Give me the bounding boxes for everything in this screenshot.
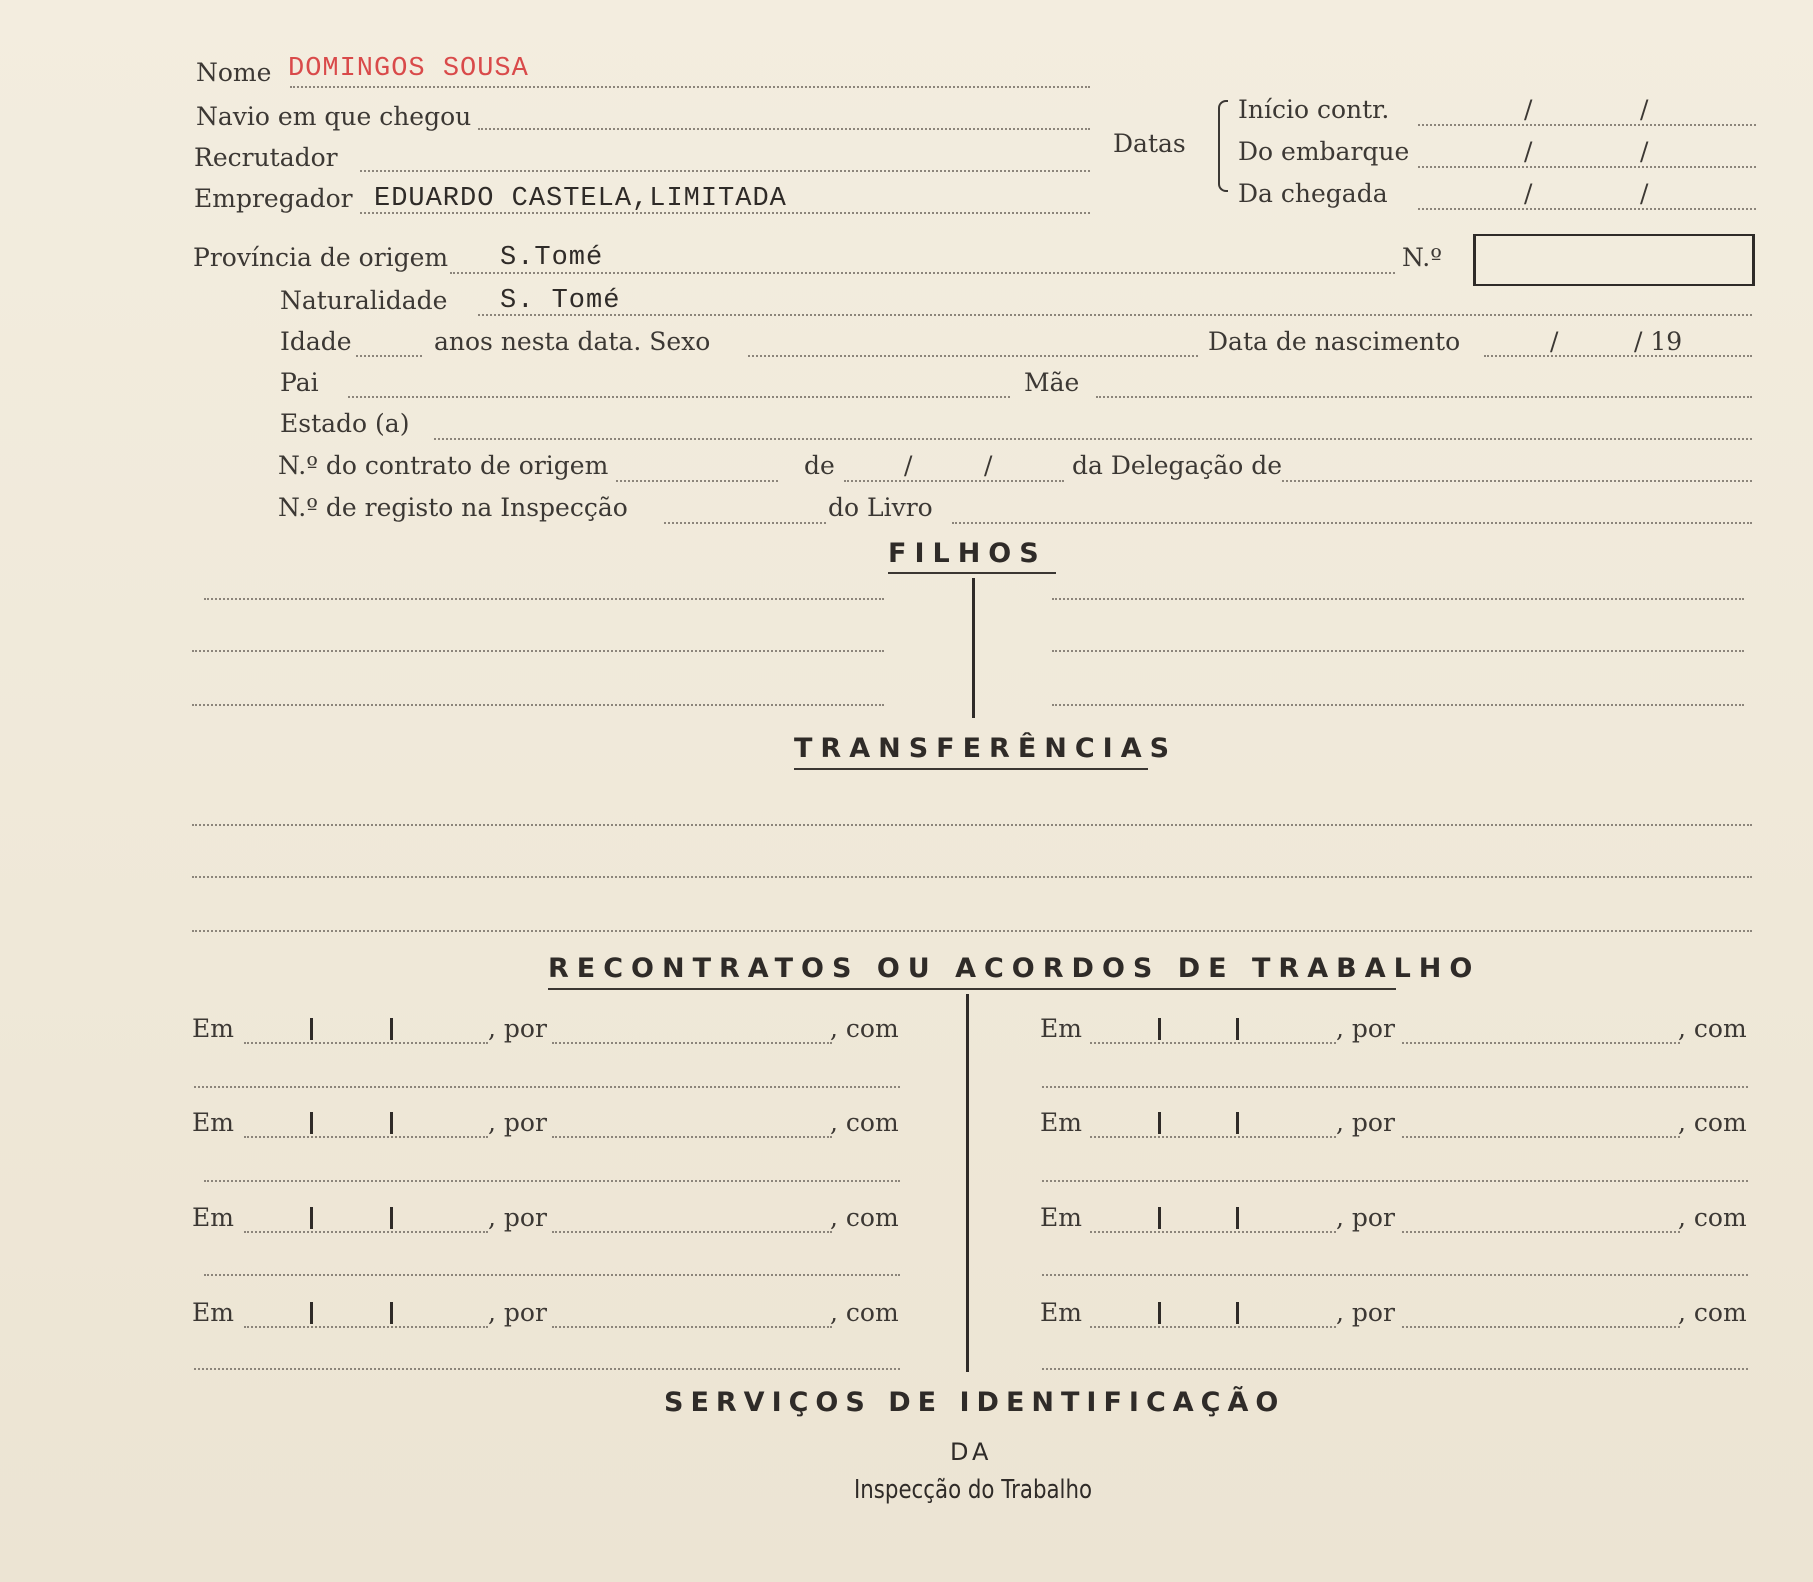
- por-line: [552, 1231, 832, 1233]
- em-label: Em: [192, 1298, 234, 1327]
- em-label: Em: [192, 1014, 234, 1043]
- transferencias-line-1: [192, 824, 1752, 826]
- footer-inspeccao: Inspecção do Trabalho: [854, 1475, 1093, 1505]
- numero-box: [1473, 234, 1755, 286]
- livro-label: do Livro: [828, 493, 933, 522]
- idade-line: [356, 355, 422, 357]
- por-label: , por: [1336, 1298, 1395, 1327]
- em-date-line: [244, 1136, 488, 1138]
- com-label: , com: [830, 1298, 899, 1327]
- sexo-line: [748, 355, 1198, 357]
- date-tick: [310, 1302, 313, 1324]
- com-label: , com: [1678, 1203, 1747, 1232]
- em-date-line: [1090, 1231, 1336, 1233]
- livro-line: [952, 522, 1752, 524]
- navio-label: Navio em que chegou: [196, 102, 472, 131]
- date-tick: [390, 1302, 393, 1324]
- em-date-line: [1090, 1326, 1336, 1328]
- naturalidade-label: Naturalidade: [280, 286, 448, 315]
- contrato-slash-1: /: [904, 451, 913, 480]
- com-line: [204, 1180, 900, 1182]
- contrato-date-line: [844, 480, 1064, 482]
- por-label: , por: [488, 1108, 547, 1137]
- nome-label: Nome: [196, 58, 272, 87]
- em-date-line: [1090, 1042, 1336, 1044]
- date-tick: [1158, 1112, 1161, 1134]
- por-line: [552, 1326, 832, 1328]
- date-tick: [1158, 1302, 1161, 1324]
- anos-label: anos nesta data. Sexo: [434, 327, 711, 356]
- inicio-slash-1: /: [1524, 95, 1533, 124]
- datas-label: Datas: [1113, 129, 1186, 158]
- em-date-line: [244, 1326, 488, 1328]
- date-tick: [390, 1207, 393, 1229]
- por-label: , por: [488, 1298, 547, 1327]
- recontratos-heading: RECONTRATOS OU ACORDOS DE TRABALHO: [548, 953, 1481, 984]
- por-line: [552, 1136, 832, 1138]
- recrutador-line: [360, 170, 1090, 172]
- filhos-line-l1: [204, 598, 884, 600]
- embarque-slash-1: /: [1524, 137, 1533, 166]
- com-line: [1042, 1180, 1748, 1182]
- em-date-line: [1090, 1136, 1336, 1138]
- com-label: , com: [830, 1108, 899, 1137]
- filhos-line-r1: [1052, 598, 1744, 600]
- estado-label: Estado (a): [280, 409, 410, 438]
- em-label: Em: [1040, 1108, 1082, 1137]
- com-line: [1042, 1274, 1748, 1276]
- contrato-label: N.º do contrato de origem: [278, 451, 609, 480]
- registo-line: [664, 522, 826, 524]
- com-line: [194, 1086, 900, 1088]
- com-label: , com: [830, 1203, 899, 1232]
- chegada-slash-1: /: [1524, 179, 1533, 208]
- contrato-line: [616, 480, 778, 482]
- date-tick: [1236, 1112, 1239, 1134]
- date-tick: [1236, 1302, 1239, 1324]
- por-label: , por: [488, 1203, 547, 1232]
- por-label: , por: [1336, 1203, 1395, 1232]
- provincia-line: [450, 272, 1395, 274]
- pai-label: Pai: [280, 368, 319, 397]
- servicos-heading: SERVIÇOS DE IDENTIFICAÇÃO: [664, 1387, 1286, 1418]
- empregador-value: EDUARDO CASTELA,LIMITADA: [374, 184, 787, 214]
- transferencias-line-2: [192, 876, 1752, 878]
- chegada-line: [1418, 208, 1756, 210]
- recontratos-divider: [966, 994, 969, 1372]
- inicio-line: [1418, 124, 1756, 126]
- mae-line: [1096, 396, 1752, 398]
- filhos-line-r3: [1052, 704, 1744, 706]
- nascimento-slash: /: [1550, 327, 1559, 356]
- footer-da: DA: [950, 1438, 993, 1466]
- empregador-line: [360, 212, 1090, 214]
- com-line: [1042, 1086, 1748, 1088]
- idade-label: Idade: [280, 327, 352, 356]
- filhos-underline: [888, 572, 1056, 574]
- com-label: , com: [1678, 1298, 1747, 1327]
- date-tick: [1236, 1207, 1239, 1229]
- nascimento-year-prefix: / 19: [1634, 327, 1683, 356]
- chegada-slash-2: /: [1640, 179, 1649, 208]
- provincia-value: S.Tomé: [500, 243, 604, 273]
- naturalidade-line: [478, 314, 1752, 316]
- naturalidade-value: S. Tomé: [500, 286, 621, 316]
- em-label: Em: [192, 1203, 234, 1232]
- com-label: , com: [830, 1014, 899, 1043]
- com-label: , com: [1678, 1014, 1747, 1043]
- em-label: Em: [1040, 1203, 1082, 1232]
- nascimento-label: Data de nascimento: [1208, 327, 1461, 356]
- em-date-line: [244, 1231, 488, 1233]
- recontratos-underline: [548, 988, 1396, 990]
- date-tick: [1158, 1207, 1161, 1229]
- filhos-line-l2: [192, 650, 884, 652]
- provincia-label: Província de origem: [193, 243, 449, 272]
- por-line: [552, 1042, 832, 1044]
- date-tick: [1236, 1018, 1239, 1040]
- empregador-label: Empregador: [194, 184, 353, 213]
- inicio-slash-2: /: [1640, 95, 1649, 124]
- date-tick: [310, 1112, 313, 1134]
- com-label: , com: [1678, 1108, 1747, 1137]
- em-date-line: [244, 1042, 488, 1044]
- filhos-line-r2: [1052, 650, 1744, 652]
- chegada-label: Da chegada: [1238, 179, 1388, 208]
- embarque-slash-2: /: [1640, 137, 1649, 166]
- embarque-line: [1418, 166, 1756, 168]
- date-tick: [390, 1018, 393, 1040]
- transferencias-underline: [794, 768, 1148, 770]
- por-line: [1402, 1231, 1680, 1233]
- transferencias-heading: TRANSFERÊNCIAS: [794, 733, 1178, 764]
- filhos-heading: FILHOS: [888, 538, 1047, 569]
- filhos-divider: [972, 578, 975, 718]
- date-tick: [310, 1018, 313, 1040]
- date-tick: [310, 1207, 313, 1229]
- estado-line: [434, 438, 1752, 440]
- date-tick: [1158, 1018, 1161, 1040]
- por-label: , por: [1336, 1014, 1395, 1043]
- de-label: de: [804, 451, 835, 480]
- transferencias-line-3: [192, 930, 1752, 932]
- mae-label: Mãe: [1024, 368, 1080, 397]
- nascimento-line: [1484, 355, 1752, 357]
- embarque-label: Do embarque: [1238, 137, 1410, 166]
- em-label: Em: [1040, 1298, 1082, 1327]
- inicio-label: Início contr.: [1238, 95, 1390, 124]
- por-label: , por: [1336, 1108, 1395, 1137]
- em-label: Em: [192, 1108, 234, 1137]
- por-label: , por: [488, 1014, 547, 1043]
- por-line: [1402, 1042, 1680, 1044]
- numero-label: N.º: [1402, 243, 1442, 272]
- nome-value: DOMINGOS SOUSA: [288, 54, 529, 84]
- com-line: [194, 1368, 900, 1370]
- em-label: Em: [1040, 1014, 1082, 1043]
- filhos-line-l3: [192, 704, 884, 706]
- date-tick: [390, 1112, 393, 1134]
- com-line: [204, 1274, 900, 1276]
- por-line: [1402, 1326, 1680, 1328]
- contrato-slash-2: /: [984, 451, 993, 480]
- nome-line: [290, 86, 1090, 88]
- datas-brace: [1218, 100, 1228, 192]
- registo-label: N.º de registo na Inspecção: [278, 493, 628, 522]
- com-line: [1042, 1368, 1748, 1370]
- por-line: [1402, 1136, 1680, 1138]
- recrutador-label: Recrutador: [194, 143, 338, 172]
- delegacao-label: da Delegação de: [1072, 451, 1283, 480]
- navio-line: [478, 128, 1090, 130]
- pai-line: [348, 396, 1010, 398]
- delegacao-line: [1282, 480, 1752, 482]
